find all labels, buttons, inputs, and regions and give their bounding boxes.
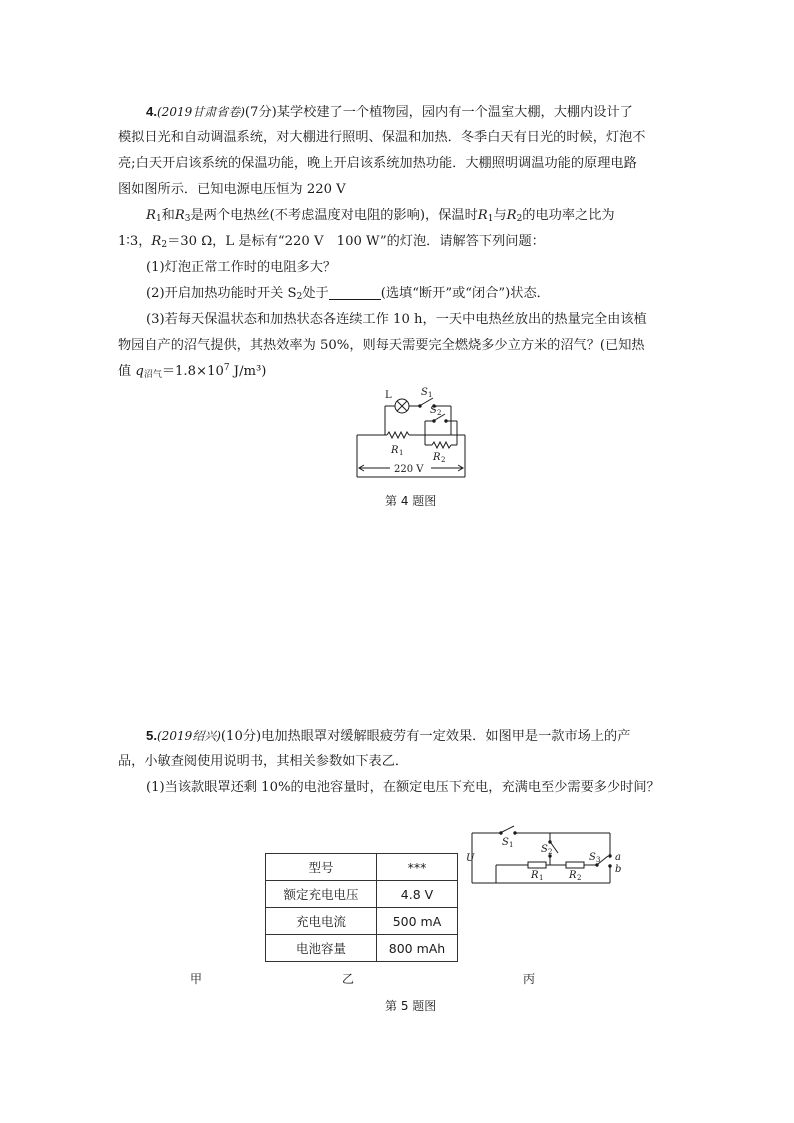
lamp-label: L (385, 390, 392, 401)
table-key: 型号 (266, 854, 377, 881)
text: ＝1.8×10 (161, 364, 224, 379)
subscript: 沼气 (143, 370, 162, 380)
q5-score: (10分) (220, 729, 262, 744)
table-value: 500 mA (377, 908, 458, 935)
s2-label: S (430, 405, 437, 416)
q5-stem-1: 电加热眼罩对缓解眼疲劳有一定效果．如图甲是一款市场上的产 (261, 729, 631, 744)
text: 与 (493, 208, 507, 223)
table-key: 电池容量 (266, 935, 377, 962)
text: 处于 (302, 286, 329, 301)
table-key: 额定充电电压 (266, 881, 377, 908)
q4-line-4: 图如图所示．已知电源电压恒为 220 V (118, 182, 346, 197)
text: 和 (161, 208, 175, 223)
subscript: 2 (296, 292, 303, 302)
s1-subscript: 1 (428, 391, 433, 399)
text: 1∶3， (118, 234, 152, 249)
r1-symbol: R (146, 208, 156, 223)
q4-part-3-line-3 (118, 359, 678, 385)
q4-part-1: (1)灯泡正常工作时的电阻多大？ (146, 260, 337, 275)
b-label: b (615, 864, 622, 875)
text: (2)开启加热功能时开关 S (146, 286, 297, 301)
label-yi: 乙 (342, 972, 355, 986)
table-row (266, 881, 458, 908)
text: J/m³) (229, 364, 267, 379)
q4-line-2: 模拟日光和自动调温系统，对大棚进行照明、保温和加热．冬季白天有日光的时候，灯泡不 (118, 130, 646, 145)
q5-part-1: (1)当该款眼罩还剩 10%的电池容量时，在额定电压下充电，充满电至少需要多少时间？ (146, 780, 660, 795)
table-row (266, 935, 458, 962)
q4-condition-1 (118, 203, 678, 229)
text: 的电功率之比为 (522, 208, 615, 223)
superscript: 7 (223, 363, 230, 373)
r1-symbol: R (477, 208, 488, 223)
q5-figure-caption: 第 5 题图 (385, 999, 437, 1013)
s1-label: S (421, 387, 428, 398)
r2-symbol: R (151, 234, 162, 249)
text: ＝30 Ω，L 是标有“220 V 100 W”的灯泡．请解答下列问题： (167, 234, 545, 249)
text: 值 (118, 364, 136, 379)
r2-symbol: R (506, 208, 517, 223)
subscript: 2 (161, 240, 168, 250)
q4-circuit-diagram (345, 383, 475, 488)
q5-spec-table (265, 853, 458, 962)
r1-label: R (391, 445, 399, 456)
s2-subscript: 2 (548, 848, 553, 856)
table-value: 800 mAh (377, 935, 458, 962)
r1-subscript: 1 (539, 874, 544, 882)
q4-part-3-line-1: (3)若每天保温状态和加热状态各连续工作 10 h，一天中电热丝放出的热量完全由该植 (146, 312, 647, 327)
r2-subscript: 2 (441, 456, 446, 464)
voltage-label: 220 V (394, 464, 424, 475)
label-bing: 丙 (523, 972, 536, 986)
r2-label: R (433, 452, 441, 463)
q4-part-2 (118, 281, 678, 307)
s2-subscript: 2 (437, 409, 442, 417)
a-label: a (615, 852, 621, 863)
q4-stem-1: 某学校建了一个植物园，园内有一个温室大棚，大棚内设计了 (276, 105, 633, 120)
q4-figure-caption: 第 4 题图 (385, 494, 437, 508)
q4-number: 4. (146, 104, 157, 119)
q4-line-3: 亮;白天开启该系统的保温功能，晚上开启该系统加热功能．大棚照明调温功能的原理电路 (118, 156, 637, 171)
q5-number: 5. (146, 728, 157, 743)
q-symbol: q (135, 364, 144, 379)
q4-source: (2019甘肃省卷) (157, 105, 245, 119)
r2-label: R (569, 870, 577, 881)
q4-condition-2 (118, 229, 678, 255)
label-jia: 甲 (190, 972, 203, 986)
q4-part-3-line-2: 物园自产的沼气提供，其热效率为 50%，则每天需要完全燃烧多少立方米的沼气？(已知热 (118, 338, 645, 353)
q5-line-1 (118, 723, 678, 750)
subscript: 2 (516, 214, 523, 224)
q4-score: (7分) (244, 105, 277, 120)
s3-label: S (589, 852, 596, 863)
text: (选填“断开”或“闭合”)状态． (380, 286, 550, 301)
s1-subscript: 1 (509, 841, 514, 849)
r1-subscript: 1 (399, 449, 404, 457)
q5-circuit-diagram (462, 825, 632, 890)
text: 是两个电热丝(不考虑温度对电阻的影响)，保温时 (190, 208, 478, 223)
q5-line-2: 品，小敏查阅使用说明书，其相关参数如下表乙． (118, 754, 409, 769)
q5-source: (2019绍兴) (157, 729, 221, 743)
table-value: *** (377, 854, 458, 881)
r1-label: R (531, 870, 539, 881)
table-row (266, 908, 458, 935)
r2-subscript: 2 (577, 874, 582, 882)
s1-label: S (502, 837, 509, 848)
q4-line-1 (118, 99, 678, 126)
s2-label: S (541, 844, 548, 855)
s3-subscript: 3 (596, 856, 601, 864)
r3-symbol: R (174, 208, 185, 223)
table-row (266, 854, 458, 881)
subscript: 3 (184, 214, 191, 224)
u-label: U (466, 853, 475, 864)
answer-blank[interactable] (329, 285, 381, 300)
table-key: 充电电流 (266, 908, 377, 935)
subscript: 1 (155, 214, 162, 224)
subscript: 1 (487, 214, 494, 224)
table-value: 4.8 V (377, 881, 458, 908)
